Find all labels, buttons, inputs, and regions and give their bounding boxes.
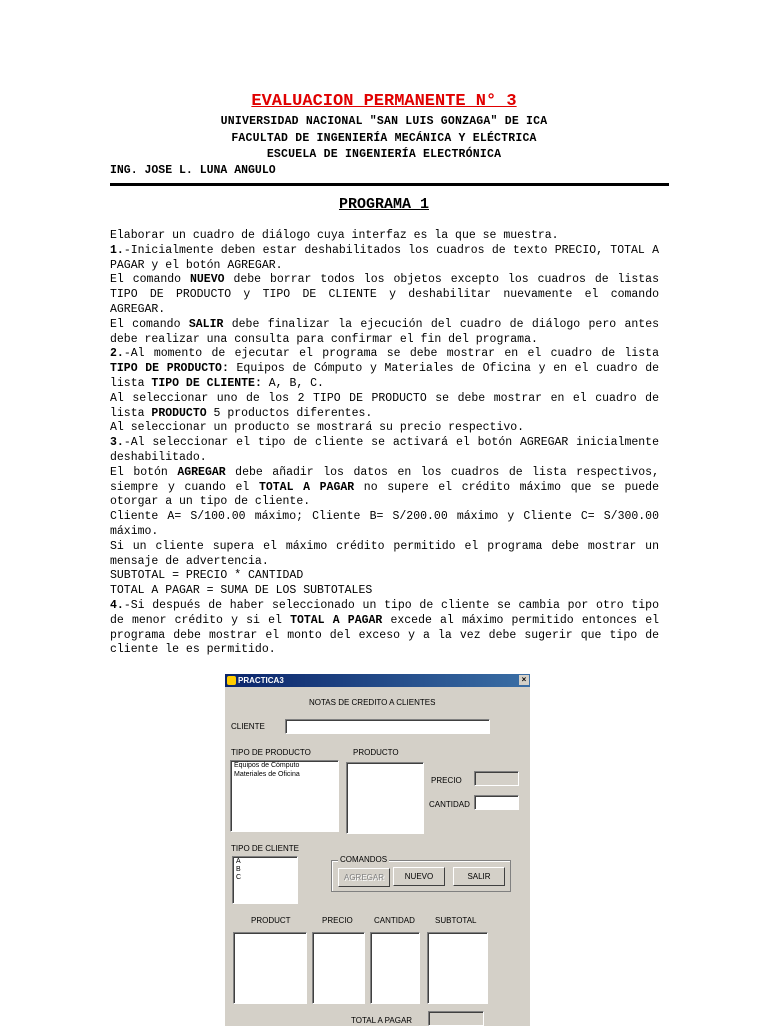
text: Cliente A= S/100.00 máximo; Cliente B= S/200.00 máximo y Cliente C= S/300.00 máximo. (110, 510, 659, 538)
bold-text: NUEVO (190, 273, 225, 287)
cliente-input[interactable] (285, 719, 490, 734)
tipo-cliente-label: TIPO DE CLIENTE (231, 844, 300, 853)
col-product-label: PRODUCT (251, 916, 291, 925)
comandos-label: COMANDOS (340, 855, 388, 864)
producto-label: PRODUCTO (353, 748, 399, 757)
paragraph (110, 436, 659, 466)
text: -Al momento de ejecutar el programa se debe mostrar en el cuadro de lista (123, 347, 659, 361)
text: debe borrar todos los objetos excepto los cuadros de listas TIPO DE PRODUCTO y TIPO DE CLIENTE y deshabilitar nuevamente el comando AGREGAR. (110, 273, 659, 316)
item-number: 4. (110, 598, 124, 612)
paragraph (110, 599, 659, 658)
producto-listbox[interactable] (346, 762, 424, 834)
precio-field (474, 771, 519, 786)
tipo-producto-label: TIPO DE PRODUCTO (231, 748, 311, 757)
paragraph (110, 229, 659, 244)
product-listbox[interactable] (233, 932, 307, 1004)
text: -Inicialmente deben estar deshabilitados los cuadros de texto PRECIO, TOTAL A PAGAR y el botón AGREGAR. (110, 243, 659, 272)
col-subtotal-label: SUBTOTAL (435, 916, 477, 925)
text: A, B, C. (261, 376, 324, 390)
paragraph (110, 347, 659, 391)
bold-text: TIPO DE PRODUCTO: (110, 362, 229, 376)
precio-listbox[interactable] (312, 932, 365, 1004)
text: -Si después de haber seleccionado un tipo de cliente se cambia por otro tipo de menor crédito y si el (110, 598, 659, 627)
col-precio-label: PRECIO (322, 916, 353, 925)
bold-text: SALIR (188, 317, 224, 331)
paragraph (110, 273, 659, 317)
text: El comando (110, 317, 189, 331)
item-number: 3. (110, 436, 124, 450)
paragraph (110, 540, 659, 570)
bold-text: TOTAL A PAGAR (290, 613, 383, 627)
dialog-heading: NOTAS DE CREDITO A CLIENTES (309, 698, 436, 707)
paragraph (110, 421, 659, 436)
author-name: ING. JOSE L. LUNA ANGULO (110, 164, 276, 177)
bold-text: TIPO DE CLIENTE: (151, 376, 262, 390)
text: debe añadir los datos en los cuadros de lista respectivos, siempre y cuando el (110, 465, 659, 494)
cantidad-input[interactable] (474, 795, 519, 810)
bold-text: TOTAL A PAGAR (258, 480, 355, 494)
col-cantidad-label: CANTIDAD (374, 916, 415, 925)
paragraph (110, 466, 659, 510)
text: 5 productos diferentes. (206, 406, 373, 420)
total-a-pagar-label: TOTAL A PAGAR (351, 1016, 413, 1025)
text: Si un cliente supera el máximo crédito permitido el programa debe mostrar un mensaje de advertencia. (110, 539, 659, 568)
salir-button[interactable]: SALIR (453, 867, 505, 886)
practica3-dialog (225, 674, 530, 1026)
paragraph (110, 318, 659, 348)
text: SUBTOTAL = PRECIO * CANTIDAD (110, 569, 304, 583)
paragraph (110, 510, 659, 540)
program-title: PROGRAMA 1 (338, 196, 429, 213)
text: debe finalizar la ejecución del cuadro de diálogo pero antes debe realizar una consulta para confirmar el fin del programa. (110, 317, 660, 346)
document-title: EVALUACION PERMANENTE N° 3 (251, 92, 517, 111)
app-icon (227, 676, 236, 685)
paragraph (110, 244, 659, 274)
close-icon[interactable]: × (519, 675, 529, 685)
text: Elaborar un cuadro de diálogo cuya interfaz es la que se muestra. (110, 229, 559, 242)
dialog-titlebar[interactable] (225, 674, 530, 687)
text: El comando (110, 273, 190, 287)
cantidad-listbox[interactable] (370, 932, 420, 1004)
list-item[interactable]: Materiales de Oficina (234, 771, 300, 778)
text: excede al máximo permitido entonces el programa debe mostrar el monto del exceso y a la vez debe sugerir que tipo de cliente le es permitido. (110, 613, 659, 657)
subtotal-listbox[interactable] (427, 932, 488, 1004)
list-item[interactable]: Equipos de Cómputo (234, 762, 300, 769)
bold-text: AGREGAR (177, 465, 226, 479)
cantidad-label: CANTIDAD (429, 800, 470, 809)
text: Equipos de Cómputo y Materiales de Oficina y en el cuadro de lista (110, 362, 660, 390)
tipo-cliente-listbox[interactable] (232, 856, 298, 904)
item-number: 2. (110, 347, 124, 361)
list-item[interactable]: C (236, 874, 242, 881)
school-name: ESCUELA DE INGENIERÍA ELECTRÓNICA (266, 148, 502, 161)
cliente-label: CLIENTE (231, 722, 265, 731)
text: -Al seleccionar el tipo de cliente se activará el botón AGREGAR inicialmente deshabilitado. (110, 436, 659, 464)
text: no supere el crédito máximo que se puede otorgar a un tipo de cliente. (110, 480, 659, 509)
header-divider (110, 183, 669, 186)
window-title: PRACTICA3 (238, 676, 284, 685)
assignment-text (110, 229, 659, 658)
agregar-button[interactable]: AGREGAR (338, 868, 390, 887)
text: Al seleccionar un producto se mostrará su precio respectivo. (110, 421, 525, 435)
bold-text: PRODUCTO (151, 406, 207, 420)
paragraph (110, 569, 659, 584)
text: El botón (110, 465, 178, 479)
list-item[interactable]: B (236, 866, 241, 873)
text: Al seleccionar uno de los 2 TIPO DE PRODUCTO se debe mostrar en el cuadro de lista (110, 391, 659, 420)
precio-label: PRECIO (431, 776, 462, 785)
university-name: UNIVERSIDAD NACIONAL "SAN LUIS GONZAGA" DE ICA (220, 115, 548, 128)
item-number: 1. (110, 243, 124, 257)
faculty-name: FACULTAD DE INGENIERÍA MECÁNICA Y ELÉCTRICA (231, 132, 537, 145)
paragraph (110, 584, 659, 599)
text: TOTAL A PAGAR = SUMA DE LOS SUBTOTALES (110, 584, 373, 598)
paragraph (110, 392, 659, 422)
list-item[interactable]: A (236, 858, 241, 865)
nuevo-button[interactable]: NUEVO (393, 867, 445, 886)
tipo-producto-listbox[interactable] (230, 760, 339, 832)
